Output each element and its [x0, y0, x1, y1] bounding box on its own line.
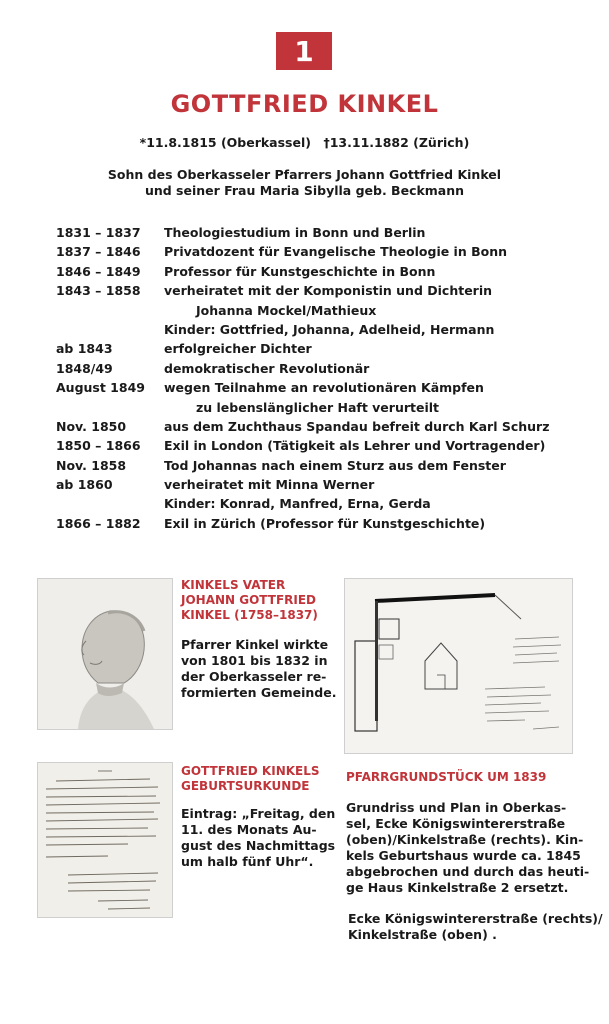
parents-text: [0, 167, 609, 199]
timeline-year: ab 1843: [56, 341, 113, 357]
timeline-text: erfolgreicher Dichter: [164, 341, 312, 357]
certificate-handwriting: [38, 763, 172, 917]
parents-line: Sohn des Oberkasseler Pfarrers Johann Gottfried Kinkel: [107, 167, 502, 182]
timeline-text: Exil in London (Tätigkeit als Lehrer und Vortragender): [164, 438, 546, 454]
timeline-text: Exil in Zürich (Professor für Kunstgeschichte): [164, 515, 486, 531]
timeline-text: Privatdozent für Evangelische Theologie in Bonn: [164, 244, 508, 260]
timeline-text: zu lebenslänglicher Haft verurteilt: [196, 399, 440, 415]
caption-title-line: GEBURTSURKUNDE: [181, 779, 310, 793]
timeline-row: [56, 494, 576, 513]
timeline-text: Johanna Mockel/Mathieux: [196, 302, 377, 318]
timeline-row: [56, 398, 576, 417]
timeline-year: [56, 320, 164, 339]
birth-caption-text: [181, 806, 335, 870]
caption-title-line: GOTTFRIED KINKELS: [181, 764, 320, 778]
timeline-year: [56, 398, 164, 417]
caption-line: sel, Ecke Königswintererstraße: [346, 816, 566, 831]
timeline-row: [56, 456, 576, 475]
timeline-row: [56, 281, 576, 300]
portrait-sketch: [38, 579, 172, 729]
plot-caption-text: [346, 800, 589, 896]
timeline-year: 1848/49: [56, 360, 113, 376]
timeline-row: [56, 436, 576, 455]
timeline-year: 1831 – 1837: [56, 225, 141, 240]
father-portrait-image: [37, 578, 173, 730]
caption-line: Grundriss und Plan in Oberkas-: [346, 800, 567, 815]
timeline-year: Nov. 1850: [56, 418, 127, 434]
timeline-text: Tod Johannas nach einem Sturz aus dem Fenster: [164, 457, 506, 473]
timeline-text: Professor für Kunstgeschichte in Bonn: [164, 263, 436, 279]
timeline-row: [56, 417, 576, 436]
plot-plan-image: [344, 578, 573, 754]
timeline-row: [56, 320, 576, 339]
timeline-text: demokratischer Revolutionär: [164, 360, 370, 376]
birth-caption-title: [181, 764, 320, 794]
page-number-badge: 1: [276, 32, 332, 70]
caption-line: Ecke Königswintererstraße (rechts)/: [348, 911, 603, 926]
page-title: GOTTFRIED KINKEL: [170, 90, 439, 118]
timeline: [56, 223, 576, 533]
father-caption-text: [181, 637, 336, 701]
timeline-year: 1846 – 1849: [56, 263, 141, 279]
timeline-text: Theologiestudium in Bonn und Berlin: [164, 225, 426, 240]
caption-line: ge Haus Kinkelstraße 2 ersetzt.: [346, 880, 569, 895]
timeline-year: August 1849: [56, 380, 145, 396]
caption-line: Pfarrer Kinkel wirkte: [181, 637, 329, 652]
timeline-text: Kinder: Konrad, Manfred, Erna, Gerda: [164, 496, 431, 512]
caption-title-line: KINKELS VATER: [181, 578, 286, 592]
caption-line: formierten Gemeinde.: [181, 685, 337, 700]
timeline-row: [56, 242, 576, 261]
plot-caption-note: [348, 911, 603, 943]
timeline-row: [56, 475, 576, 494]
timeline-text: verheiratet mit der Komponistin und Dichterin: [164, 283, 493, 299]
timeline-row: [56, 223, 576, 242]
caption-line: um halb fünf Uhr“.: [181, 854, 314, 869]
plot-caption-title: [346, 770, 546, 785]
caption-line: (oben)/Kinkelstraße (rechts). Kin-: [346, 832, 584, 847]
caption-line: Kinkelstraße (oben) .: [348, 927, 497, 942]
caption-title-line: JOHANN GOTTFRIED: [181, 593, 317, 607]
caption-line: Eintrag: „Freitag, den: [181, 806, 336, 821]
timeline-row: [56, 378, 576, 397]
parents-line: und seiner Frau Maria Sibylla geb. Beckmann: [144, 183, 465, 198]
caption-line: 11. des Monats Au-: [181, 822, 317, 837]
timeline-year: 1837 – 1846: [56, 244, 141, 260]
timeline-year: [56, 494, 164, 513]
caption-line: kels Geburtshaus wurde ca. 1845: [346, 848, 581, 863]
caption-line: der Oberkasseler re-: [181, 669, 327, 684]
timeline-year: 1850 – 1866: [56, 438, 141, 454]
timeline-year: [56, 301, 164, 320]
timeline-year: 1866 – 1882: [56, 515, 141, 531]
timeline-row: [56, 514, 576, 533]
timeline-text: Kinder: Gottfried, Johanna, Adelheid, Hermann: [164, 321, 495, 337]
plot-plan-drawing: [345, 579, 572, 753]
caption-line: von 1801 bis 1832 in: [181, 653, 328, 668]
timeline-row: [56, 339, 576, 358]
timeline-year: ab 1860: [56, 477, 113, 493]
timeline-year: 1843 – 1858: [56, 283, 141, 299]
caption-line: gust des Nachmittags: [181, 838, 336, 853]
timeline-text: verheiratet mit Minna Werner: [164, 477, 375, 493]
life-dates: *11.8.1815 (Oberkassel) †13.11.1882 (Zürich): [139, 135, 470, 150]
timeline-row: [56, 359, 576, 378]
caption-title-line: PFARRGRUNDSTÜCK UM 1839: [346, 770, 547, 784]
father-caption-title: [181, 578, 318, 623]
caption-title-line: KINKEL (1758–1837): [181, 608, 318, 622]
timeline-text: wegen Teilnahme an revolutionären Kämpfen: [164, 380, 484, 396]
timeline-row: [56, 301, 576, 320]
birth-certificate-image: [37, 762, 173, 918]
timeline-text: aus dem Zuchthaus Spandau befreit durch Karl Schurz: [164, 418, 550, 434]
caption-line: abgebrochen und durch das heuti-: [346, 864, 590, 879]
timeline-year: Nov. 1858: [56, 457, 127, 473]
timeline-row: [56, 262, 576, 281]
